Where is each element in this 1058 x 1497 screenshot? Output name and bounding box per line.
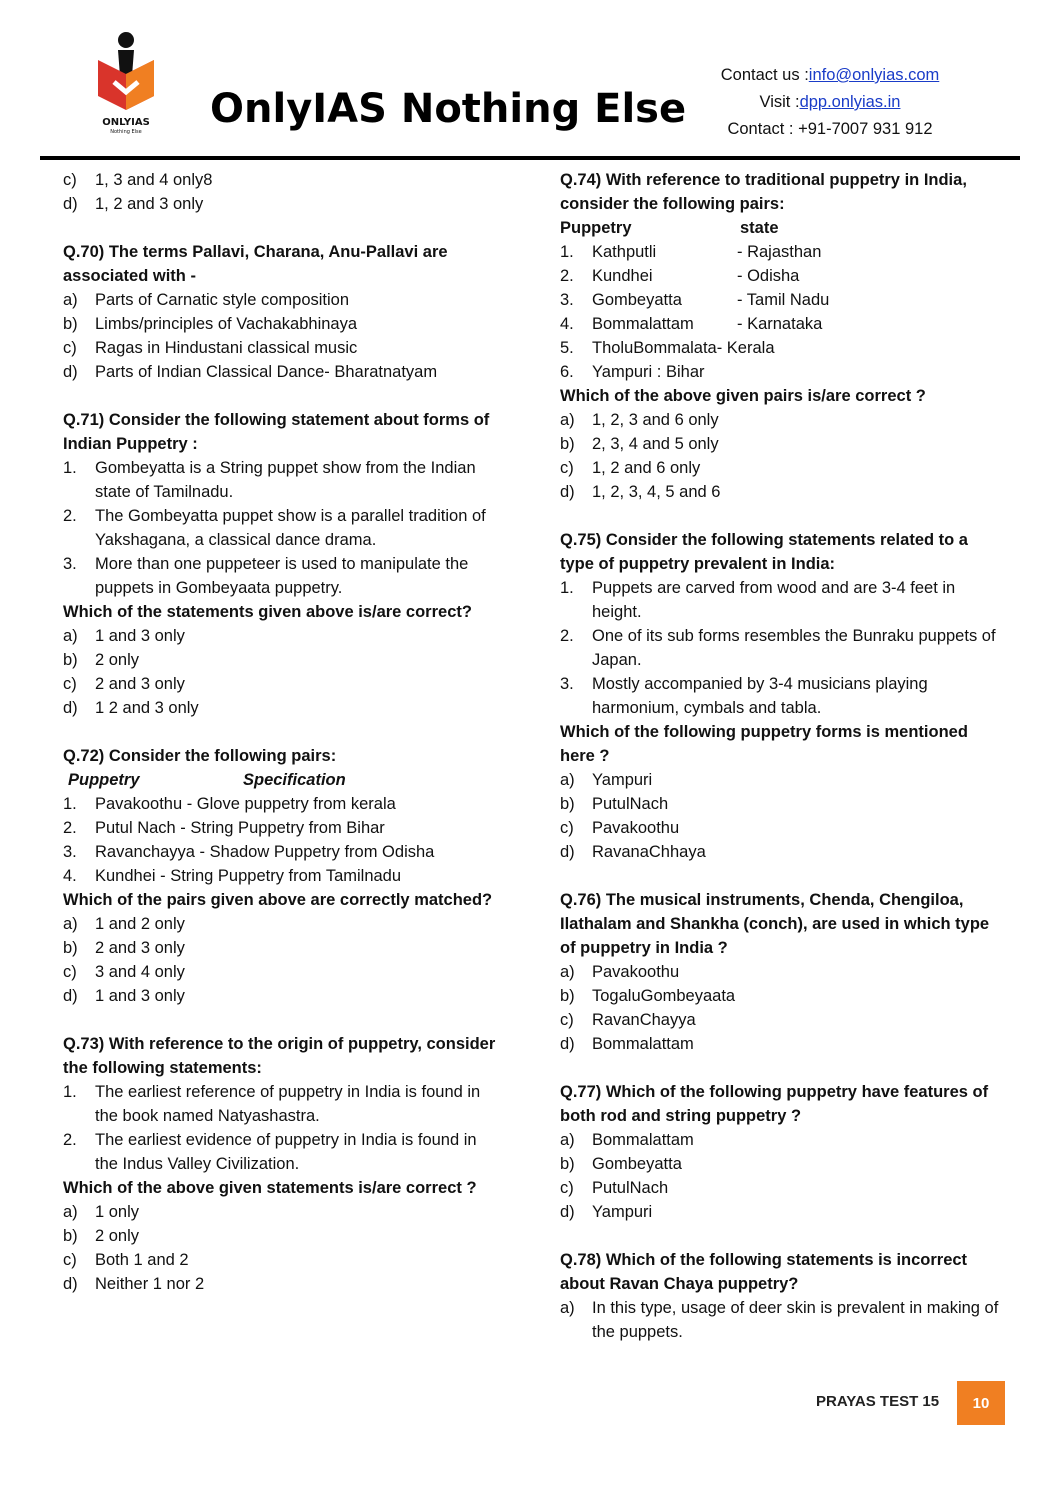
option: c) Ragas in Hindustani classical music [63,339,358,357]
statement: 3. Mostly accompanied by 3-4 musicians playing harmonium, cymbals and tabla. [560,675,928,717]
question-73-title: Q.73) With reference to the origin of puppetry, consider the following statements: [63,1035,496,1077]
logo-subtext: Nothing Else [110,129,142,135]
option: c) 1, 3 and 4 only8 [63,171,213,189]
option: c) 1, 2 and 6 only [560,459,701,477]
option: b) TogaluGombeyaata [560,987,736,1005]
question-72-title: Q.72) Consider the following pairs: [63,747,337,765]
question-76-title: Q.76) The musical instruments, Chenda, Chengiloa, Ilathalam and Shankha (conch), are used in which type of puppetry in India ? [560,891,990,957]
option: c) PutulNach [560,1179,669,1197]
option: c) RavanChayya [560,1011,696,1029]
pair: 1. Kathputli - Rajasthan [560,243,822,261]
question-74-prompt: Which of the above given pairs is/are correct ? [560,387,926,405]
contact-label: Contact us : [720,66,809,84]
visit-row [640,89,1020,116]
left-column [63,168,503,1296]
onlyias-logo [92,30,160,135]
pair: 6. Yampuri : Bihar [560,363,705,381]
pairs-header: Puppetry Specification [68,771,346,789]
option: b) Gombeyatta [560,1155,682,1173]
option: d) Parts of Indian Classical Dance- Bharatnatyam [63,363,438,381]
header-divider [40,156,1020,160]
option: c) Both 1 and 2 [63,1251,189,1269]
option: c) Pavakoothu [560,819,680,837]
pair: 4. Kundhei - String Puppetry from Tamilnadu [63,867,402,885]
option: d) Yampuri [560,1203,653,1221]
statement: 1. Gombeyatta is a String puppet show from the Indian state of Tamilnadu. [63,459,476,501]
option: d) 1, 2 and 3 only [63,195,204,213]
pair: 2. Putul Nach - String Puppetry from Bihar [63,819,385,837]
statement: 3. More than one puppeteer is used to manipulate the puppets in Gombeyaata puppetry. [63,555,469,597]
question-78-title: Q.78) Which of the following statements is incorrect about Ravan Chaya puppetry? [560,1251,968,1293]
pair: 3. Gombeyatta - Tamil Nadu [560,291,830,309]
test-name-label: PRAYAS TEST 15 [816,1393,940,1410]
question-72-prompt: Which of the pairs given above are correctly matched? [63,891,493,909]
option: d) RavanaChhaya [560,843,706,861]
contact-email-row [640,62,1020,89]
statement: 1. The earliest reference of puppetry in India is found in the book named Natyashastra. [63,1083,481,1125]
question-75-prompt: Which of the following puppetry forms is mentioned here ? [560,723,968,765]
option: a) 1 and 2 only [63,915,185,933]
pair: 3. Ravanchayya - Shadow Puppetry from Odisha [63,843,435,861]
pair: 1. Pavakoothu - Glove puppetry from kerala [63,795,396,813]
option: a) Pavakoothu [560,963,680,981]
logo-text: ONLYIAS [102,117,150,128]
option: c) 3 and 4 only [63,963,185,981]
pair: 2. Kundhei - Odisha [560,267,800,285]
website-link[interactable]: dpp.onlyias.in [799,93,901,111]
option: d) 1 2 and 3 only [63,699,199,717]
question-71-title: Q.71) Consider the following statement about forms of Indian Puppetry : [63,411,490,453]
option: d) 1 and 3 only [63,987,185,1005]
pairs-header: Puppetry state [560,219,779,237]
option: b) PutulNach [560,795,669,813]
brand-title: OnlyIAS Nothing Else [210,86,687,132]
option: d) 1, 2, 3, 4, 5 and 6 [560,483,721,501]
option: a) Parts of Carnatic style composition [63,291,350,309]
option: d) Neither 1 nor 2 [63,1275,205,1293]
pair: 4. Bommalattam - Karnataka [560,315,823,333]
statement: 2. The earliest evidence of puppetry in India is found in the Indus Valley Civilization. [63,1131,477,1173]
question-74-title: Q.74) With reference to traditional puppetry in India, consider the following pairs: [560,171,967,213]
contact-block [640,62,1020,143]
option: a) Bommalattam [560,1131,694,1149]
option: b) 2 only [63,651,140,669]
pair: 5. TholuBommalata- Kerala [560,339,775,357]
option: d) Bommalattam [560,1035,694,1053]
right-column [560,168,1000,1344]
statement: 2. One of its sub forms resembles the Bunraku puppets of Japan. [560,627,996,669]
option: b) 2, 3, 4 and 5 only [560,435,719,453]
option: c) 2 and 3 only [63,675,185,693]
option: a) 1 only [63,1203,140,1221]
statement: 1. Puppets are carved from wood and are 3-4 feet in height. [560,579,956,621]
option: b) 2 only [63,1227,140,1245]
option: a) 1 and 3 only [63,627,185,645]
option: b) Limbs/principles of Vachakabhinaya [63,315,358,333]
option: b) 2 and 3 only [63,939,185,957]
question-75-title: Q.75) Consider the following statements related to a type of puppetry prevalent in India: [560,531,968,573]
page-header [0,0,1058,160]
question-70-title: Q.70) The terms Pallavi, Charana, Anu-Pallavi are associated with - [63,243,448,285]
option: a) In this type, usage of deer skin is prevalent in making of the puppets. [560,1299,999,1341]
phone-line: Contact : +91-7007 931 912 [727,120,933,138]
visit-label: Visit : [759,93,800,111]
option: a) Yampuri [560,771,653,789]
email-link[interactable]: info@onlyias.com [808,66,940,84]
question-71-prompt: Which of the statements given above is/are correct? [63,603,472,621]
question-77-title: Q.77) Which of the following puppetry have features of both rod and string puppetry ? [560,1083,989,1125]
page-number: 10 [957,1381,1005,1425]
statement: 2. The Gombeyatta puppet show is a parallel tradition of Yakshagana, a classical dance drama. [63,507,486,549]
option: a) 1, 2, 3 and 6 only [560,411,719,429]
question-73-prompt: Which of the above given statements is/are correct ? [63,1179,477,1197]
